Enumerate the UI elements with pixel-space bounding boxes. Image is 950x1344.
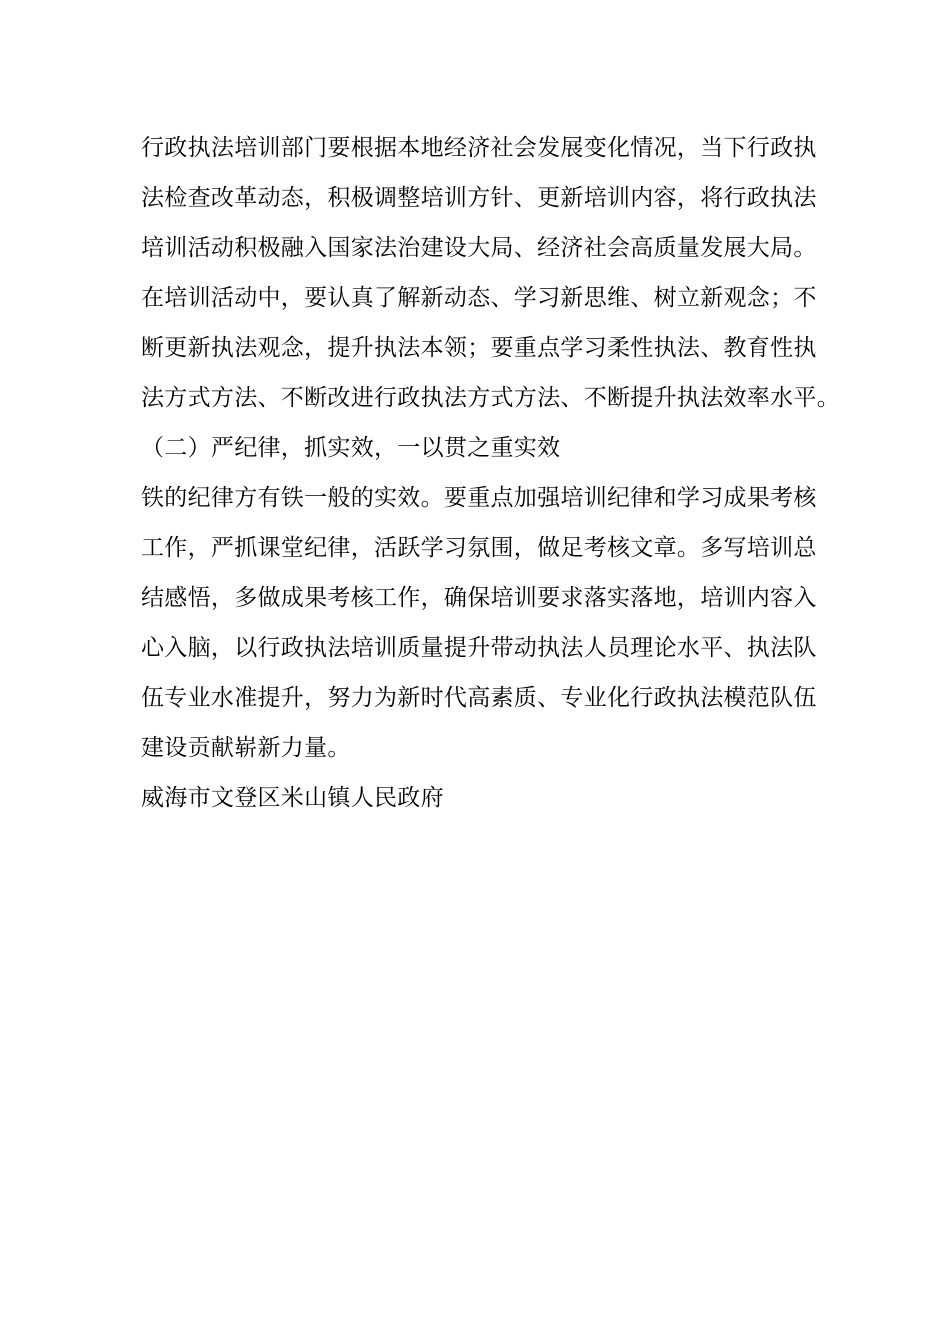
text-line: 结感悟，多做成果考核工作，确保培训要求落实落地，培训内容入 bbox=[141, 584, 817, 610]
document-text-block bbox=[141, 122, 841, 822]
signature-line: 威海市文登区米山镇人民政府 bbox=[141, 784, 444, 810]
text-line: 法方式方法、不断改进行政执法方式方法、不断提升执法效率水平。 bbox=[141, 384, 840, 410]
text-line: 培训活动积极融入国家法治建设大局、经济社会高质量发展大局。 bbox=[141, 234, 817, 260]
text-line: 建设贡献崭新力量。 bbox=[141, 734, 351, 760]
text-line: 心入脑，以行政执法培训质量提升带动执法人员理论水平、执法队 bbox=[141, 634, 817, 660]
section-heading: （二）严纪律，抓实效，一以贯之重实效 bbox=[141, 434, 561, 460]
text-line: 在培训活动中，要认真了解新动态、学习新思维、树立新观念；不 bbox=[141, 284, 817, 310]
text-line: 伍专业水准提升，努力为新时代高素质、专业化行政执法模范队伍 bbox=[141, 684, 817, 710]
text-line: 行政执法培训部门要根据本地经济社会发展变化情况，当下行政执 bbox=[141, 134, 817, 160]
text-line: 工作，严抓课堂纪律，活跃学习氛围，做足考核文章。多写培训总 bbox=[141, 534, 817, 560]
text-line: 法检查改革动态，积极调整培训方针、更新培训内容，将行政执法 bbox=[141, 184, 817, 210]
text-line: 断更新执法观念，提升执法本领；要重点学习柔性执法、教育性执 bbox=[141, 334, 817, 360]
text-line: 铁的纪律方有铁一般的实效。要重点加强培训纪律和学习成果考核 bbox=[141, 484, 817, 510]
